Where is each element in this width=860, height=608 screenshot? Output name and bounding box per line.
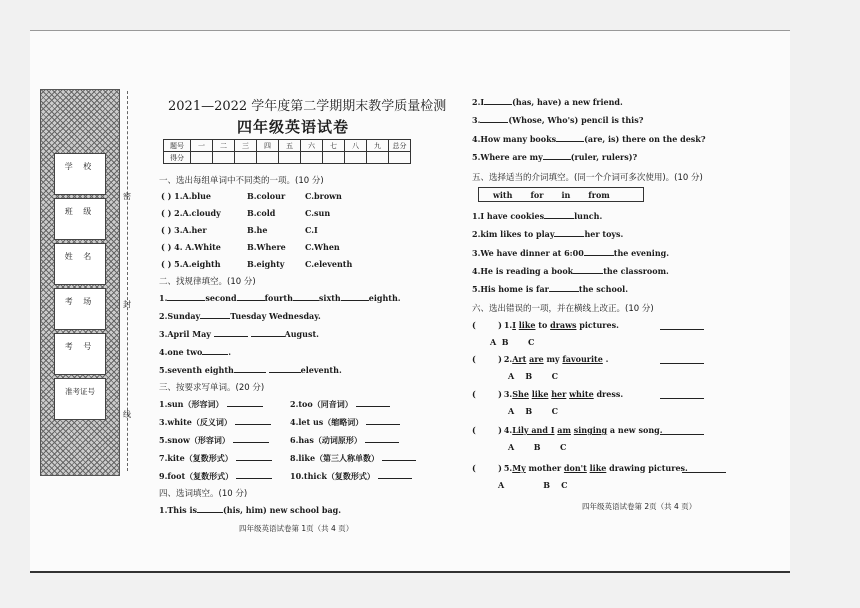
exam-sheet [30,30,790,573]
s3-left-4-text: 7.kite（复数形式） [159,453,233,463]
s2-q2-end: Tuesday Wednesday. [230,311,321,321]
answer-blank[interactable] [378,471,412,479]
answer-blank[interactable] [237,293,265,301]
s6-underlined-option: am [557,425,571,435]
score-cell[interactable] [191,152,213,164]
s4-q2 [472,97,623,107]
s6-text: 5. [503,463,513,473]
s6-option-letters: A B C [498,480,568,490]
s1-item-2-c: C.sun [305,208,331,218]
answer-blank[interactable] [382,453,416,461]
s6-text: . [602,354,609,364]
section4-heading: 四、选词填空。(10 分) [159,489,248,499]
s2-q1-w1: second [205,293,237,303]
s6-underlined-option: Art [512,354,527,364]
section1-heading: 一、选出每组单词中不同类的一项。(10 分) [159,176,324,186]
s5-q4-end: the classroom. [603,266,669,276]
score-header-cell: 三 [235,140,257,152]
s6-text: 4. [503,425,513,435]
word-from: from [588,189,610,200]
s6-item-paren[interactable]: ( ) [472,463,502,473]
s6-option-letters: A B C [508,371,558,381]
number-label: 考 号 [54,333,106,359]
class-field[interactable] [54,223,106,240]
preposition-word-box [478,187,644,202]
score-cell[interactable] [301,152,323,164]
ticket-field[interactable] [54,403,106,420]
s6-text: a new song. [607,425,663,435]
s3-right-2 [290,417,400,428]
s1-item-1-num: ( ) 1.A.blue [161,191,212,201]
s5-q3-start: 3.We have dinner at 6:00 [472,248,584,258]
answer-blank[interactable] [365,435,399,443]
s3-left-5-text: 9.foot（复数形式） [159,471,234,481]
s1-item-4-num: ( ) 4. A.White [161,242,221,252]
s4-q3-end: (Whose, Who's) pencil is this? [508,115,644,125]
page1-footer: 四年级英语试卷第 1页（共 4 页） [239,524,354,533]
answer-blank[interactable] [484,97,512,105]
s6-text: pictures. [576,320,619,330]
section3-heading: 三、按要求写单词。(20 分) [159,383,265,393]
s5-q4 [472,266,669,276]
s1-item-3-num: ( ) 3.A.her [161,225,207,235]
word-for: for [530,189,544,200]
score-table [163,139,411,164]
score-table-score-row [164,152,411,164]
s4-q5-start: 5.Where are my [472,152,543,162]
s2-q5 [159,365,342,375]
s1-item-2-b: B.cold [247,208,276,218]
s1-item-4-c: C.When [305,242,340,252]
answer-blank[interactable] [556,134,584,142]
s6-item-paren[interactable]: ( ) [472,320,502,330]
score-header-cell: 七 [323,140,345,152]
s4-q4-end: (are, is) there on the desk? [584,134,706,144]
s5-q3-end: the evening. [613,248,670,258]
score-header-cell: 总分 [389,140,411,152]
s6-underlined-option: favourite [562,354,603,364]
s6-correction-line[interactable] [660,363,704,364]
s2-q1-w4: eighth. [368,293,401,303]
answer-blank[interactable] [584,248,614,256]
s3-right-5 [290,471,412,482]
s2-q1 [159,293,401,303]
answer-blank[interactable] [234,365,266,373]
s6-text: 2. [503,354,513,364]
s4-q5 [472,152,637,162]
answer-blank[interactable] [269,365,301,373]
s5-q1-start: 1.I have cookies [472,211,545,221]
section5-heading: 五、选择适当的介词填空。(同一个介词可多次使用)。(10 分) [472,173,703,183]
s2-q1-w2: fourth [264,293,293,303]
s1-item-5-c: C.eleventh [305,259,353,269]
s6-underlined-option: My [512,463,526,473]
s6-text: 1. [503,320,513,330]
s6-underlined-option: like [531,389,549,399]
s5-q1-end: lunch. [574,211,603,221]
answer-blank[interactable] [293,293,319,301]
answer-blank[interactable] [227,399,263,407]
s6-text: to [535,320,551,330]
s5-q1 [472,211,602,221]
score-header-cell: 二 [213,140,235,152]
section6-heading: 六、选出错误的一项，并在横线上改正。(10 分) [472,304,654,314]
score-cell[interactable] [389,152,411,164]
answer-blank[interactable] [554,229,584,237]
s2-q4-start: 4.one two [159,347,203,357]
score-cell[interactable] [257,152,279,164]
word-with: with [493,189,513,200]
s3-left-4 [159,453,272,464]
s4-q2-start: 2.I [472,97,485,107]
s2-q3-start: 3.April May [159,329,211,339]
s6-underlined-option: white [569,389,594,399]
s6-underlined-option: singing [573,425,608,435]
s4-q5-end: (ruler, rulers)? [570,152,638,162]
room-field[interactable] [54,313,106,330]
s2-q5-end: eleventh. [300,365,342,375]
school-field[interactable] [54,178,106,195]
s5-q2-end: her toys. [584,229,624,239]
score-header-cell: 八 [345,140,367,152]
seal-mark-2: 封 [123,300,131,309]
s6-underlined-option: draws [550,320,577,330]
seal-mark-3: 线 [123,410,131,419]
score-cell[interactable] [279,152,301,164]
s3-right-4-text: 8.like（第三人称单数） [290,453,380,463]
s1-item-1-b: B.colour [247,191,286,201]
s4-q3 [472,115,643,125]
score-cell[interactable] [345,152,367,164]
s4-q1-start: 1.This is [159,505,197,515]
score-row-label: 得分 [164,152,191,164]
s6-item-paren[interactable]: ( ) [472,425,502,435]
s4-q1-end: (his, him) new school bag. [223,505,342,515]
s2-q1-w3: sixth [318,293,341,303]
answer-blank[interactable] [167,293,205,301]
s6-text: my [546,354,560,364]
s6-underlined-option: like [589,463,607,473]
answer-blank[interactable] [341,293,369,301]
answer-blank[interactable] [356,399,390,407]
s6-correction-line[interactable] [660,434,704,435]
s6-correction-line[interactable] [660,398,704,399]
s4-q3-start: 3. [472,115,481,125]
answer-blank[interactable] [214,329,248,337]
score-cell[interactable] [367,152,389,164]
room-label: 考 场 [54,288,106,314]
s4-q4 [472,134,706,144]
score-header-cell: 五 [279,140,301,152]
s3-right-4 [290,453,416,464]
score-header-cell: 四 [257,140,279,152]
answer-blank[interactable] [251,329,285,337]
s3-right-3 [290,435,399,446]
s5-q5-start: 5.His home is far [472,284,549,294]
s5-q2-start: 2.kim likes to play [472,229,555,239]
score-header-cell: 一 [191,140,213,152]
s6-option-letters: A B C [508,406,558,416]
s6-underlined-option: Lily and I [512,425,555,435]
answer-blank[interactable] [543,152,571,160]
s5-q5-end: the school. [578,284,628,294]
s6-correction-line[interactable] [682,472,726,473]
s3-right-1 [290,399,390,410]
s3-left-2 [159,417,271,428]
ticket-label: 准考证号 [54,378,106,404]
school-label: 学 校 [54,153,106,179]
s3-left-2-text: 3.white（反义词） [159,417,232,427]
class-label: 班 级 [54,198,106,224]
answer-blank[interactable] [544,211,574,219]
s5-q2 [472,229,623,239]
answer-blank[interactable] [480,115,508,123]
s6-underlined-option: are [529,354,544,364]
s6-text: dress. [593,389,624,399]
exam-title: 2021—2022 学年度第二学期期末教学质量检测 [168,99,447,114]
section2-heading-text: 二、找规律填空。(10 分) [159,277,256,287]
s6-option-letters: A B C [490,337,535,347]
s3-right-3-text: 6.has（动词原形） [290,435,362,445]
s2-q3 [159,329,319,339]
s4-q4-start: 4.How many books [472,134,557,144]
s3-right-2-text: 4.let us（缩略词） [290,417,364,427]
s6-item-4 [472,425,663,435]
page2-footer: 四年级英语试卷第 2页（共 4 页） [582,502,697,511]
s5-q5 [472,284,628,294]
s6-correction-line[interactable] [660,329,704,330]
s3-left-1 [159,399,263,410]
score-header-cell: 六 [301,140,323,152]
s6-item-paren[interactable]: ( ) [472,354,502,364]
s6-item-5 [472,463,688,473]
s3-right-5-text: 10.thick（复数形式） [290,471,375,481]
answer-blank[interactable] [236,471,272,479]
s6-underlined-option: her [551,389,567,399]
answer-blank[interactable] [366,417,400,425]
score-cell[interactable] [323,152,345,164]
s2-q4-end: . [228,347,232,357]
s3-left-1-text: 1.sun（形容词） [159,399,224,409]
s4-q2-end: (has, have) a new friend. [512,97,623,107]
score-cell[interactable] [213,152,235,164]
exam-subtitle: 四年级英语试卷 [237,118,350,136]
s2-q1-num: 1. [159,293,168,303]
s2-q3-end: August. [284,329,319,339]
s2-q2-start: 2.Sunday [159,311,201,321]
s6-item-1 [472,320,619,330]
s3-right-1-text: 2.too（同音词） [290,399,353,409]
s2-q5-start: 5.seventh eighth [159,365,234,375]
s1-item-5-b: B.eighty [247,259,285,269]
s3-left-5 [159,471,272,482]
name-label: 姓 名 [54,243,106,269]
name-field[interactable] [54,268,106,285]
answer-blank[interactable] [236,453,272,461]
score-header-cell: 九 [367,140,389,152]
s6-text: mother [525,463,564,473]
s2-q4 [159,347,231,357]
s1-item-3-b: B.he [247,225,268,235]
answer-blank[interactable] [573,266,603,274]
s6-item-3 [472,389,623,399]
score-header-cell: 题号 [164,140,191,152]
s1-item-4-b: B.Where [247,242,286,252]
answer-blank[interactable] [549,284,579,292]
section2-heading [159,275,256,287]
s6-item-paren[interactable]: ( ) [472,389,502,399]
s6-text: 3. [503,389,513,399]
s4-q1 [159,505,341,515]
s1-item-2-num: ( ) 2.A.cloudy [161,208,221,218]
s6-item-2 [472,354,608,364]
answer-blank[interactable] [200,311,230,319]
answer-blank[interactable] [197,505,223,513]
score-table-header-row [164,140,411,152]
seal-mark-1: 密 [123,192,131,201]
s1-item-1-c: C.brown [305,191,342,201]
s2-q2 [159,311,321,321]
answer-blank[interactable] [233,435,269,443]
number-field[interactable] [54,358,106,375]
s3-left-3 [159,435,269,446]
s6-underlined-option: don't [563,463,587,473]
s6-underlined-option: like [518,320,536,330]
s6-underlined-option: I [512,320,516,330]
word-in: in [561,189,571,200]
s5-q3 [472,248,669,258]
s6-underlined-option: She [512,389,529,399]
s6-option-letters: A B C [508,442,567,452]
s5-q4-start: 4.He is reading a book [472,266,574,276]
score-cell[interactable] [235,152,257,164]
answer-blank[interactable] [202,347,228,355]
answer-blank[interactable] [235,417,271,425]
s6-text: drawing pictures. [606,463,688,473]
s1-item-3-c: C.I [305,225,318,235]
s1-item-5-num: ( ) 5.A.eighth [161,259,221,269]
s3-left-3-text: 5.snow（形容词） [159,435,230,445]
